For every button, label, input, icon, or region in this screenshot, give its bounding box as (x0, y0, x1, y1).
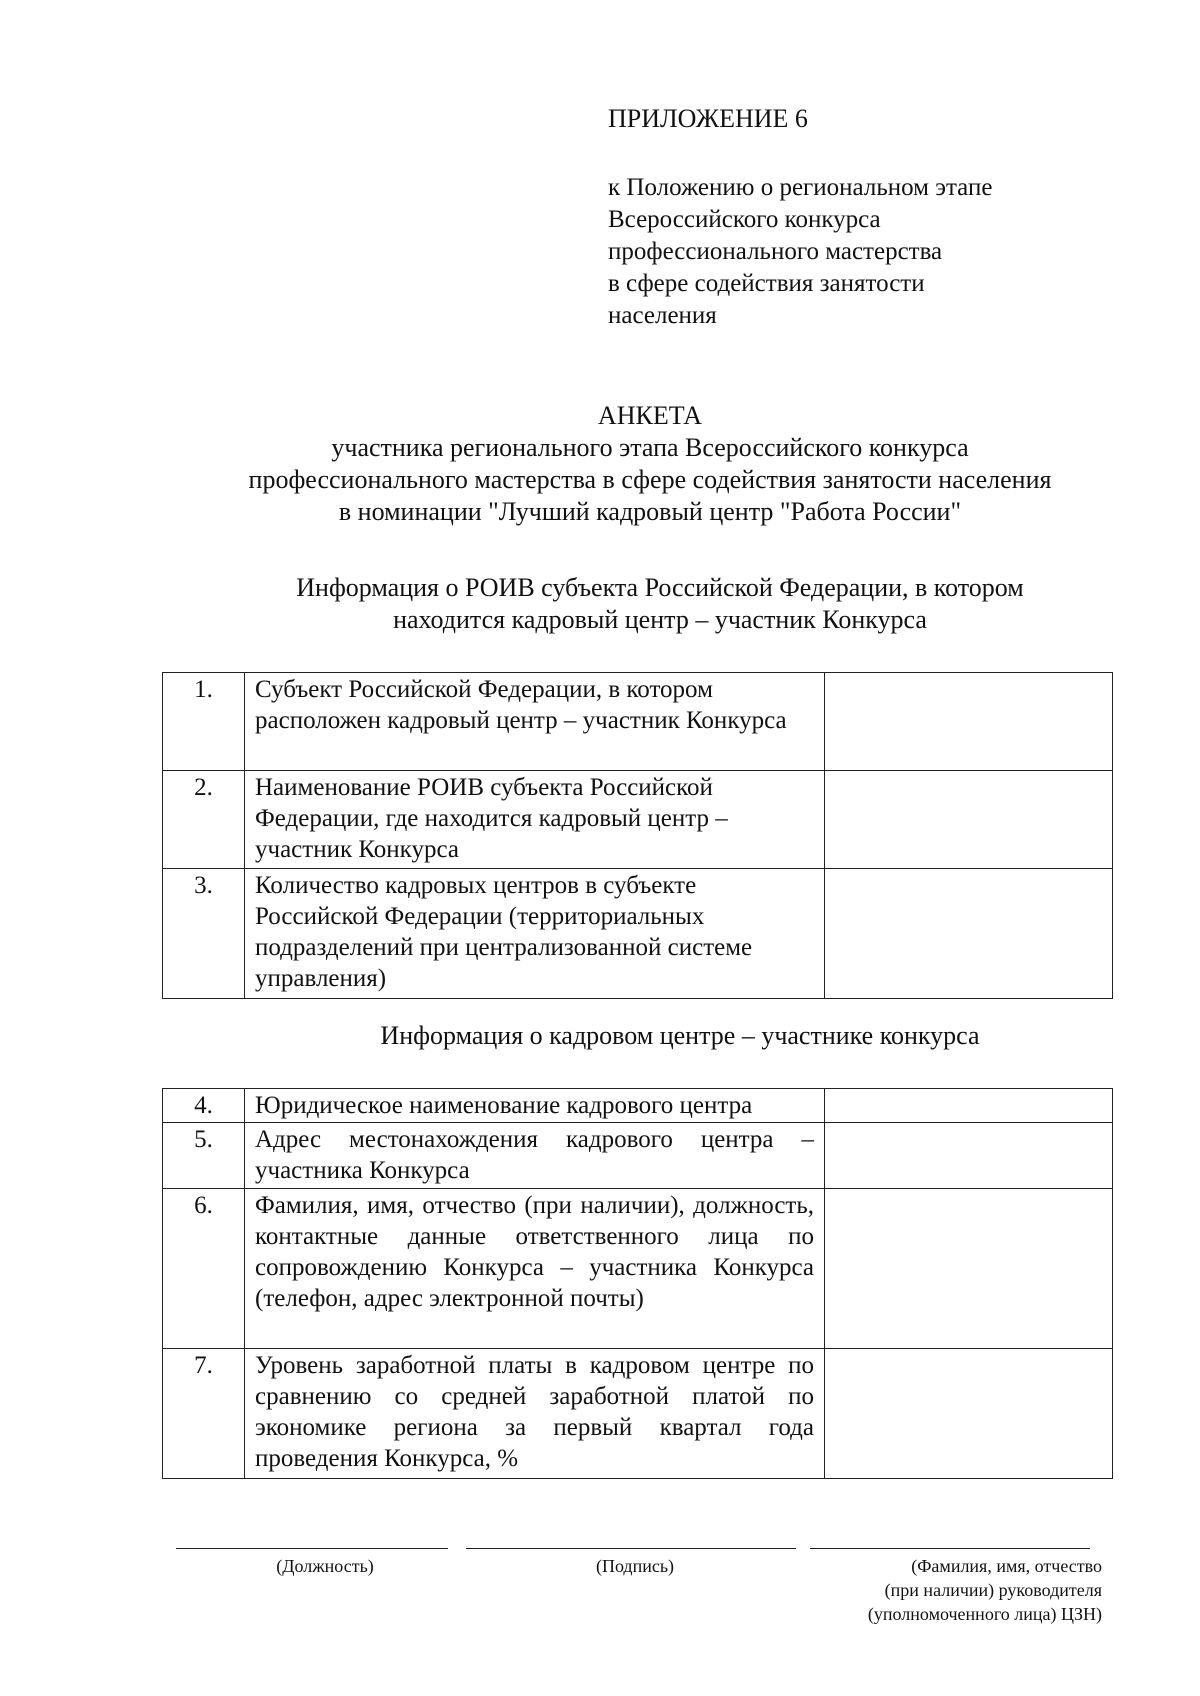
row-number: 3. (163, 869, 245, 999)
row-label: Уровень заработной платы в кадровом центре по сравнению со средней заработной платой по экономике региона за первый квартал года проведения Конкурса, % (245, 1349, 825, 1479)
row-label: Адрес местонахождения кадрового центра – участника Конкурса (245, 1123, 825, 1189)
row-value-cell[interactable] (825, 771, 1113, 869)
row-label: Количество кадровых центров в субъекте Российской Федерации (территориальных подразделений при централизованной системе управления) (245, 869, 825, 999)
table-row (163, 673, 1113, 771)
appendix-line: населения (608, 302, 717, 329)
table-row (163, 1123, 1113, 1189)
row-label: Юридическое наименование кадрового центра (245, 1089, 825, 1123)
section-1-table (162, 672, 1113, 999)
row-number: 6. (163, 1189, 245, 1349)
section-heading-line: Информация о кадровом центре – участнике конкурса (380, 1021, 980, 1050)
section-heading-line: находится кадровый центр – участник Конкурса (393, 605, 927, 634)
row-number: 2. (163, 771, 245, 869)
signature-line[interactable] (466, 1548, 796, 1549)
row-label: Фамилия, имя, отчество (при наличии), должность, контактные данные ответственного лица по сопровождению Конкурса – участника Конкурса (телефон, адрес электронной почты) (245, 1189, 825, 1349)
table-row (163, 1089, 1113, 1123)
table-row (163, 771, 1113, 869)
table-row (163, 869, 1113, 999)
row-value-cell[interactable] (825, 673, 1113, 771)
appendix-line: в сфере содействия занятости (608, 270, 925, 297)
name-signature-line[interactable] (810, 1548, 1090, 1549)
appendix-line: профессионального мастерства (608, 238, 943, 265)
section-2-table (162, 1088, 1113, 1479)
appendix-subtitle (608, 172, 1128, 332)
table-row (163, 1189, 1113, 1349)
signature-label: (Подпись) (595, 1556, 675, 1576)
row-number: 5. (163, 1123, 245, 1189)
appendix-line: к Положению о региональном этапе (608, 174, 993, 201)
row-value-cell[interactable] (825, 1349, 1113, 1479)
form-title-line: участника регионального этапа Всероссийского конкурса (331, 433, 969, 462)
name-label-line: (Фамилия, имя, отчество (911, 1556, 1102, 1576)
name-label-line: (уполномоченного лица) ЦЗН) (867, 1604, 1102, 1624)
row-number: 1. (163, 673, 245, 771)
table-row (163, 1349, 1113, 1479)
position-signature-line[interactable] (176, 1548, 448, 1549)
section-heading-line: Информация о РОИВ субъекта Российской Федерации, в котором (296, 573, 1024, 602)
row-number: 4. (163, 1089, 245, 1123)
section-2-heading (180, 1020, 1180, 1052)
row-value-cell[interactable] (825, 1089, 1113, 1123)
section-1-heading (180, 572, 1140, 636)
appendix-line: Всероссийского конкурса (608, 206, 881, 233)
row-value-cell[interactable] (825, 1189, 1113, 1349)
row-label: Субъект Российской Федерации, в котором расположен кадровый центр – участник Конкурса (245, 673, 825, 771)
form-title (150, 400, 1150, 528)
position-label: (Должность) (276, 1556, 374, 1576)
row-number: 7. (163, 1349, 245, 1479)
name-label (800, 1554, 1102, 1626)
name-label-line: (при наличии) руководителя (884, 1580, 1102, 1600)
appendix-title: ПРИЛОЖЕНИЕ 6 (608, 104, 808, 133)
row-value-cell[interactable] (825, 1123, 1113, 1189)
row-label: Наименование РОИВ субъекта Российской Федерации, где находится кадровый центр – участник Конкурса (245, 771, 825, 869)
form-heading: АНКЕТА (597, 401, 703, 430)
row-value-cell[interactable] (825, 869, 1113, 999)
form-title-line: профессионального мастерства в сфере содействия занятости населения (248, 465, 1052, 494)
form-title-line: в номинации "Лучший кадровый центр "Работа России" (338, 497, 962, 526)
